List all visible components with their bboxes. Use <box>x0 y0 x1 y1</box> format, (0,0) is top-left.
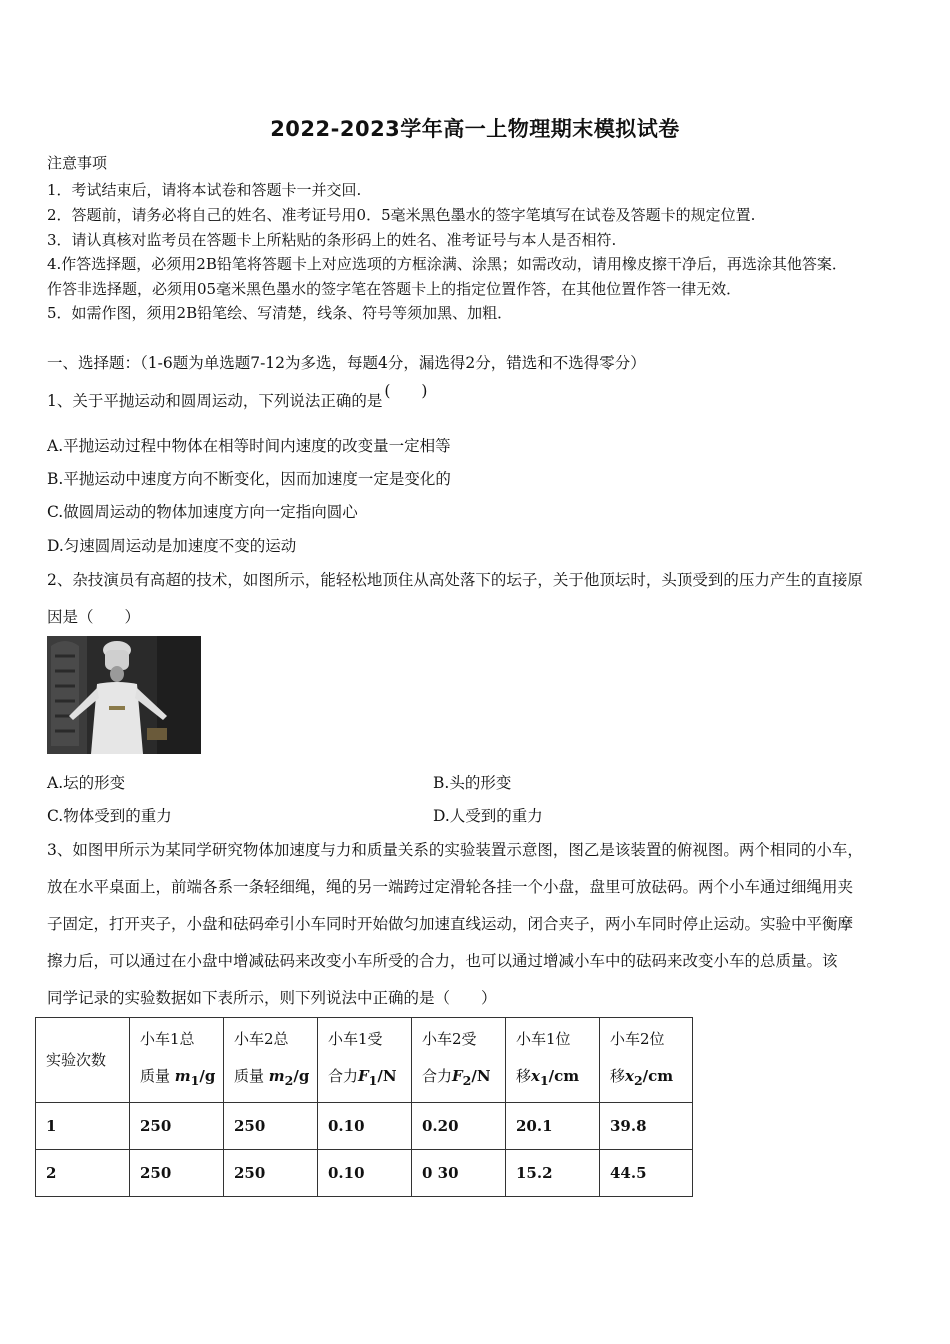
header-line1: 小车1受 <box>328 1030 383 1048</box>
table-header-cell <box>506 1018 600 1103</box>
table-cell: 250 <box>224 1150 318 1197</box>
header-line1: 小车1位 <box>516 1030 571 1048</box>
header-line1: 小车2总 <box>234 1030 289 1048</box>
header-prefix: 移 <box>610 1067 626 1085</box>
header-line1: 小车2位 <box>610 1030 665 1048</box>
notice-item: 2．答题前，请务必将自己的姓名、准考证号用0．5毫米黑色墨水的签字笔填写在试卷及答题卡的规定位置. <box>47 206 756 224</box>
header-prefix: 移 <box>516 1067 532 1085</box>
header-unit: /g <box>293 1067 310 1085</box>
q2-option-c: C.物体受到的重力 <box>47 807 172 825</box>
table-cell: 250 <box>224 1103 318 1150</box>
header-var: x <box>531 1067 540 1085</box>
option-a: A.平抛运动过程中物体在相等时间内速度的改变量一定相等 <box>47 437 451 455</box>
table-cell: 250 <box>130 1103 224 1150</box>
header-sub: 1 <box>539 1073 549 1088</box>
section-heading: 一、选择题：（1-6题为单选题7-12为多选，每题4分，漏选得2分，错选和不选得零分） <box>47 354 646 372</box>
header-unit: /cm <box>642 1067 674 1085</box>
header-line1: 小车1总 <box>140 1030 195 1048</box>
notice-item: 1．考试结束后，请将本试卷和答题卡一并交回. <box>47 181 362 199</box>
notice-item: 3．请认真核对监考员在答题卡上所粘贴的条形码上的姓名、准考证号与本人是否相符. <box>47 231 617 249</box>
acrobat-photo <box>47 636 201 754</box>
table-header-row <box>36 1018 693 1103</box>
header-line2 <box>328 1058 411 1099</box>
q2-option-b: B.头的形变 <box>433 774 512 792</box>
question-2-stem-cont: 因是（ ） <box>47 608 141 626</box>
notice-item: 4.作答选择题，必须用2B铅笔将答题卡上对应选项的方框涂满、涂黑；如需改动，请用橡皮擦干净后，再选涂其他答案． <box>47 255 847 273</box>
header-prefix: 质量 <box>234 1067 265 1085</box>
table-cell: 20.1 <box>506 1103 600 1150</box>
notice-item: 5．如需作图，须用2B铅笔绘、写清楚，线条、符号等须加黑、加粗． <box>47 304 513 322</box>
experiment-data-table <box>35 1017 693 1197</box>
header-sub: 2 <box>462 1073 472 1088</box>
table-header-cell: 实验次数 <box>36 1018 130 1103</box>
q2-option-a: A.坛的形变 <box>47 774 126 792</box>
table-header-cell <box>600 1018 693 1103</box>
q2-option-d: D.人受到的重力 <box>433 807 543 825</box>
notice-item: 作答非选择题，必须用05毫米黑色墨水的签字笔在答题卡上的指定位置作答，在其他位置作答一律无效． <box>47 280 742 298</box>
question-3-line: 放在水平桌面上，前端各系一条轻细绳，绳的另一端跨过定滑轮各挂一个小盘，盘里可放砝码。两个小车通过细绳用夹 <box>47 878 854 896</box>
page-title: 2022-2023学年高一上物理期末模拟试卷 <box>270 117 680 141</box>
question-1-stem <box>47 382 428 411</box>
table-cell: 250 <box>130 1150 224 1197</box>
question-2-stem: 2、杂技演员有高超的技术，如图所示，能轻松地顶住从高处落下的坛子，关于他顶坛时，头顶受到的压力产生的直接原 <box>47 571 863 589</box>
table-cell: 0.10 <box>318 1103 412 1150</box>
header-line2 <box>234 1058 317 1099</box>
header-var: m <box>174 1067 191 1085</box>
table-cell: 15.2 <box>506 1150 600 1197</box>
header-var: x <box>625 1067 634 1085</box>
header-prefix: 合力 <box>422 1067 453 1085</box>
header-prefix: 合力 <box>328 1067 359 1085</box>
table-cell: 44.5 <box>600 1150 693 1197</box>
header-sub: 2 <box>284 1073 294 1088</box>
header-var: F <box>358 1067 369 1085</box>
header-unit: /cm <box>548 1067 580 1085</box>
table-row <box>36 1150 693 1197</box>
header-unit: /N <box>377 1067 397 1085</box>
header-unit: /N <box>471 1067 491 1085</box>
header-unit: /g <box>199 1067 216 1085</box>
header-prefix: 质量 <box>140 1067 171 1085</box>
table-header-cell <box>130 1018 224 1103</box>
header-line2 <box>610 1058 692 1099</box>
header-var: m <box>268 1067 285 1085</box>
header-sub: 2 <box>633 1073 643 1088</box>
table-header-cell <box>412 1018 506 1103</box>
table-cell: 0.20 <box>412 1103 506 1150</box>
answer-parentheses: ( ) <box>384 382 428 400</box>
question-1-text: 1、关于平抛运动和圆周运动，下列说法正确的是 <box>47 392 383 410</box>
table-cell: 1 <box>36 1103 130 1150</box>
header-sub: 1 <box>368 1073 378 1088</box>
table-header-cell <box>318 1018 412 1103</box>
table-header-cell <box>224 1018 318 1103</box>
question-3-line: 3、如图甲所示为某同学研究物体加速度与力和质量关系的实验装置示意图，图乙是该装置的俯视图。两个相同的小车， <box>47 841 863 859</box>
header-line2 <box>140 1058 223 1099</box>
table-row <box>36 1103 693 1150</box>
notice-heading: 注意事项 <box>47 154 108 172</box>
question-3-line: 擦力后，可以通过在小盘中增减砝码来改变小车所受的合力，也可以通过增减小车中的砝码来改变小车的总质量。该 <box>47 952 838 970</box>
table-cell: 39.8 <box>600 1103 693 1150</box>
table-cell: 2 <box>36 1150 130 1197</box>
table-cell: 0 30 <box>412 1150 506 1197</box>
option-c: C.做圆周运动的物体加速度方向一定指向圆心 <box>47 503 358 521</box>
question-3-line: 同学记录的实验数据如下表所示，则下列说法中正确的是（ ） <box>47 989 497 1007</box>
header-sub: 1 <box>190 1073 200 1088</box>
header-line2 <box>422 1058 505 1099</box>
header-line2 <box>516 1058 599 1099</box>
table-cell: 0.10 <box>318 1150 412 1197</box>
header-line1: 小车2受 <box>422 1030 477 1048</box>
option-d: D.匀速圆周运动是加速度不变的运动 <box>47 537 297 555</box>
header-var: F <box>452 1067 463 1085</box>
question-3-line: 子固定，打开夹子，小盘和砝码牵引小车同时开始做匀加速直线运动，闭合夹子，两小车同时停止运动。实验中平衡摩 <box>47 915 854 933</box>
option-b: B.平抛运动中速度方向不断变化，因而加速度一定是变化的 <box>47 470 451 488</box>
